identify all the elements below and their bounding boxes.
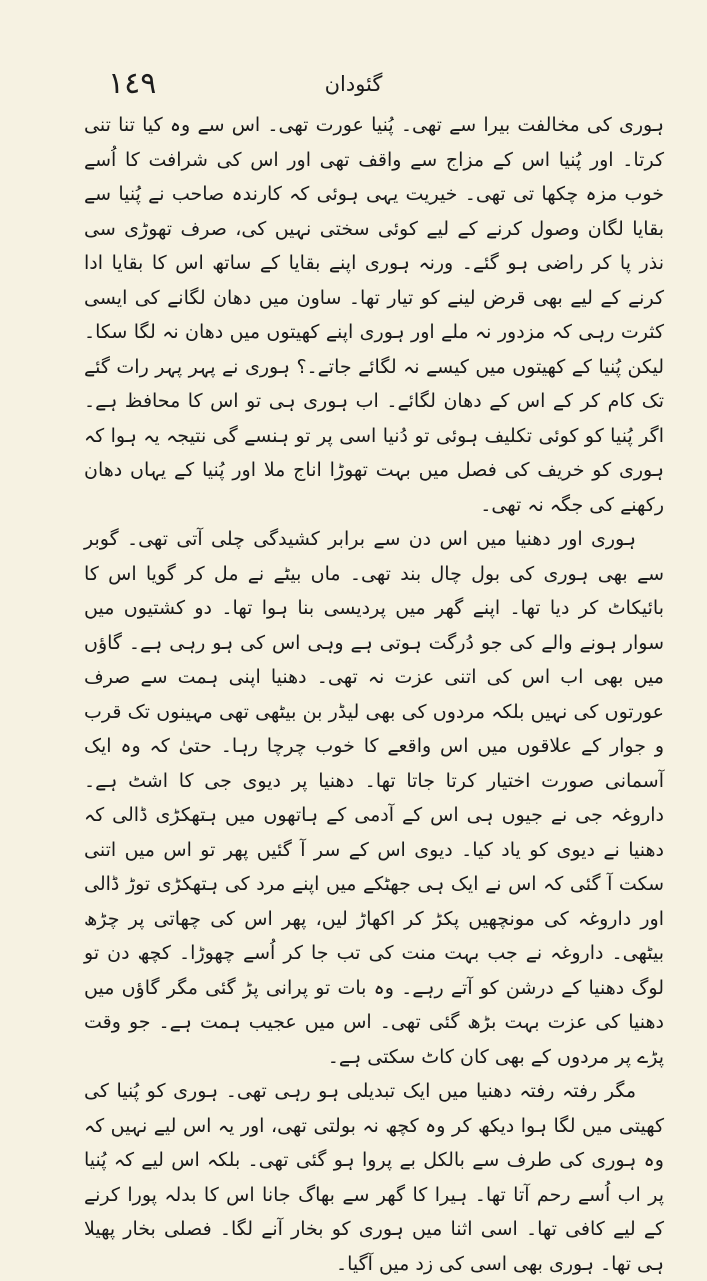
page-number: ١٤٩ [108, 66, 157, 101]
paragraph-3: مگر رفتہ رفتہ دھنیا میں ایک تبدیلی ہو رہی تھی۔ ہوری کو پُنیا کی کھیتی میں لگا ہوا دیکھ کر وہ کچھ نہ بولتی تھی، اور یہ اس لیے نہیں کہ وہ ہوری کی طرف سے بالکل بے پروا ہو گئی تھی۔ بلکہ اس لیے کہ پُنیا پر اب اُسے رحم آتا تھا۔ ہیرا کا گھر سے بھاگ جانا اس کا بدلہ پورا کرنے کے لیے کافی تھا۔ اسی اثنا میں ہوری کو بخار آنے لگا۔ فصلی بخار پھیلا ہی تھا۔ ہوری بھی اسی کی زد میں آگیا۔ [84, 1080, 664, 1275]
paragraph-2: ہوری اور دھنیا میں اس دن سے برابر کشیدگی چلی آتی تھی۔ گوبر سے بھی ہوری کی بول چال بند تھی۔ ماں بیٹے نے مل کر گویا اس کا بائیکاٹ کر دیا تھا۔ اپنے گھر میں پردیسی بنا ہوا تھا۔ دو کشتیوں میں سوار ہونے والے کی جو دُرگت ہوتی ہے وہی اس کی ہو رہی ہے۔ گاؤں میں بھی اب اس کی اتنی عزت نہ تھی۔ دھنیا اپنی ہمت سے صرف عورتوں کی نہیں بلکہ مردوں کی بھی لیڈر بن بیٹھی تھی مہینوں تک قرب و جوار کے علاقوں میں اس واقعے کا خوب چرچا رہا۔ حتیٰ کہ وہ ایک آسمانی صورت اختیار کرتا جاتا تھا۔ دھنیا پر دیوی جی کا اشٹ ہے۔ داروغہ جی نے جیوں ہی اس کے آدمی کے ہاتھوں میں ہتھکڑی ڈالی کہ دھنیا نے دیوی کو یاد کیا۔ دیوی اس کے سر آ گئیں پھر تو اس میں اتنی سکت آ گئی کہ اس نے ایک ہی جھٹکے میں اپنے مرد کی ہتھکڑی توڑ ڈالی اور داروغہ کی مونچھیں پکڑ کر اکھاڑ لیں، پھر اس کی چھاتی پر چڑھ بیٹھی۔ داروغہ نے جب بہت منت کی تب جا کر اُسے چھوڑا۔ کچھ دن تو لوگ دھنیا کے درشن کو آتے رہے۔ وہ بات تو پرانی پڑ گئی مگر گاؤں میں دھنیا کی عزت بہت بڑھ گئی تھی۔ اس میں عجیب ہمت ہے۔ جو وقت پڑے پر مردوں کے بھی کان کاٹ سکتی ہے۔ [84, 528, 664, 1068]
running-title: گئودان [324, 72, 383, 96]
paragraph-1: ہوری کی مخالفت بیرا سے تھی۔ پُنیا عورت تھی۔ اس سے وہ کیا تنا تنی کرتا۔ اور پُنیا اس کے مزاج سے واقف تھی اور اس کی شرافت کا اُسے خوب مزہ چکھا تی تھی۔ خیریت یہی ہوئی کہ کارندہ صاحب نے پُنیا سے بقایا لگان وصول کرنے کے لیے کوئی سختی نہیں کی، صرف تھوڑی سی نذر پا کر راضی ہو گئے۔ ورنہ ہوری اپنے بقایا کے ساتھ اس کا بقایا ادا کرنے کے لیے بھی قرض لینے کو تیار تھا۔ ساون میں دھان لگانے کی ایسی کثرت رہی کہ مزدور نہ ملے اور ہوری اپنے کھیتوں میں دھان نہ لگا سکا۔ لیکن پُنیا کے کھیتوں میں کیسے نہ لگائے جاتے۔؟ ہوری نے پہر پہر رات گئے تک کام کر کے اس کے دھان لگائے۔ اب ہوری ہی تو اس کا محافظ ہے۔ اگر پُنیا کو کوئی تکلیف ہوئی تو دُنیا اسی پر تو ہنسے گی نتیجہ یہ ہوا کہ ہوری کو خریف کی فصل میں بہت تھوڑا اناج ملا اور پُنیا کے یہاں دھان رکھنے کی جگہ نہ تھی۔ [84, 114, 664, 516]
body-text [84, 108, 664, 1281]
